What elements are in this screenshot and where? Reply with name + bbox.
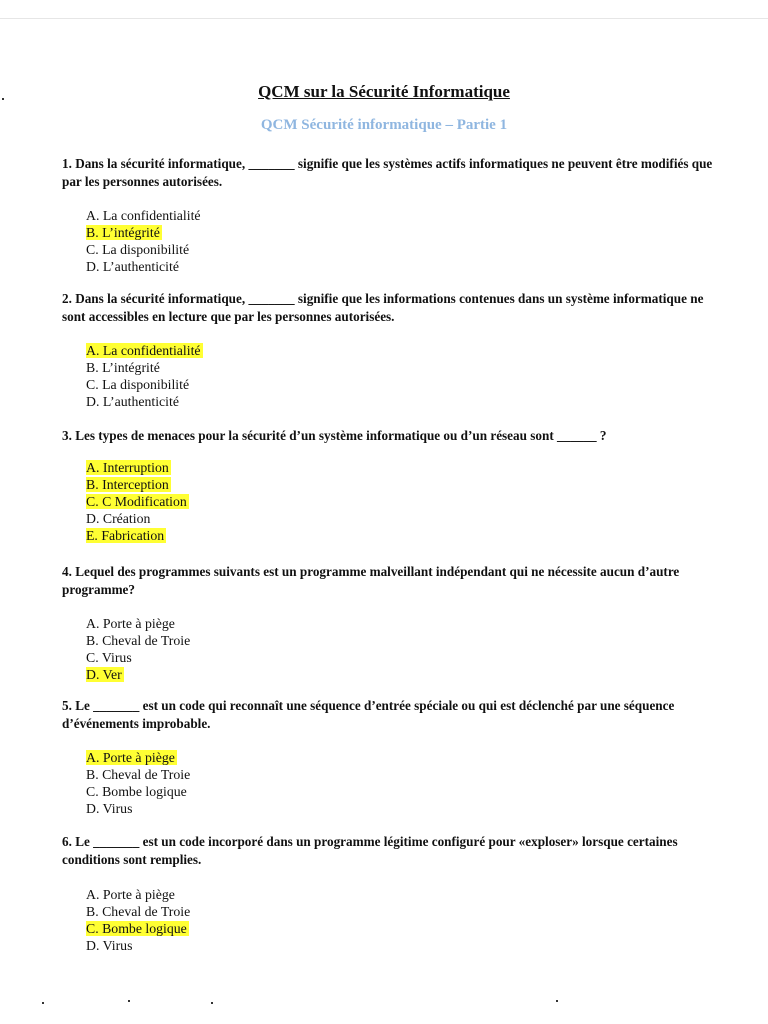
option-a [86, 207, 722, 224]
option-label: B. L’intégrité [86, 360, 160, 375]
option-label: A. La confidentialité [86, 208, 201, 223]
options-list [62, 749, 722, 817]
option-d [86, 510, 722, 527]
option-label: B. Cheval de Troie [86, 767, 191, 782]
option-c [86, 920, 722, 937]
option-label-highlighted: D. Ver [86, 667, 122, 682]
option-label: A. Porte à piège [86, 616, 175, 631]
option-label-highlighted: B. Interception [86, 477, 169, 492]
option-c [86, 241, 722, 258]
option-d [86, 258, 722, 275]
options-list [62, 207, 722, 275]
option-label-highlighted: C. Bombe logique [86, 921, 187, 936]
option-c [86, 493, 722, 510]
question-text: 3. Les types de menaces pour la sécurité d’un système informatique ou d’un réseau sont ______ ? [62, 428, 607, 443]
option-label-highlighted: E. Fabrication [86, 528, 165, 543]
question-6 [62, 833, 722, 954]
option-d [86, 666, 722, 683]
scan-speck [556, 1000, 558, 1002]
option-label-highlighted: C. C Modification [86, 494, 187, 509]
question-2 [62, 290, 722, 410]
option-b [86, 903, 722, 920]
option-b [86, 224, 722, 241]
options-list [62, 459, 722, 544]
question-text: 4. Lequel des programmes suivants est un programme malveillant indépendant qui ne nécessite aucun d’autre programme? [62, 564, 680, 597]
question-3 [62, 427, 722, 544]
option-label-highlighted: A. Porte à piège [86, 750, 175, 765]
option-label: C. Bombe logique [86, 784, 187, 799]
option-b [86, 632, 722, 649]
option-b [86, 766, 722, 783]
option-label: D. Virus [86, 801, 133, 816]
option-label: C. La disponibilité [86, 242, 190, 257]
scan-speck [211, 1002, 213, 1004]
option-e [86, 527, 722, 544]
question-text: 6. Le _______ est un code incorporé dans un programme légitime configuré pour «exploser» lorsque certaines conditions sont remplies. [62, 834, 678, 867]
option-label: A. Porte à piège [86, 887, 175, 902]
scan-speck [2, 98, 4, 100]
question-5 [62, 697, 722, 817]
option-label: B. Cheval de Troie [86, 633, 191, 648]
option-label-highlighted: A. Interruption [86, 460, 169, 475]
option-d [86, 393, 722, 410]
options-list [62, 342, 722, 410]
option-a [86, 342, 722, 359]
document-title: QCM sur la Sécurité Informatique [258, 82, 510, 101]
option-b [86, 476, 722, 493]
document-subtitle: QCM Sécurité informatique – Partie 1 [260, 117, 508, 133]
question-1 [62, 155, 722, 275]
option-c [86, 649, 722, 666]
option-a [86, 615, 722, 632]
question-text: 5. Le _______ est un code qui reconnaît une séquence d’entrée spéciale ou qui est déclenché par une séquence d’événements improbable. [62, 698, 675, 731]
option-label: D. L’authenticité [86, 259, 179, 274]
option-label-highlighted: B. L’intégrité [86, 225, 160, 240]
question-text: 1. Dans la sécurité informatique, _______ signifie que les systèmes actifs informatiques ne peuvent être modifiés que par les personnes autorisées. [62, 156, 713, 189]
option-label: D. Création [86, 511, 151, 526]
question-text: 2. Dans la sécurité informatique, _______ signifie que les informations contenues dans un système informatique ne sont accessibles en lecture que par les personnes autorisées. [62, 291, 704, 324]
scan-speck [128, 1000, 130, 1002]
option-a [86, 459, 722, 476]
options-list [62, 886, 722, 954]
scan-speck [42, 1002, 44, 1004]
option-label: D. L’authenticité [86, 394, 179, 409]
option-a [86, 749, 722, 766]
option-label: C. Virus [86, 650, 132, 665]
option-d [86, 937, 722, 954]
option-label-highlighted: A. La confidentialité [86, 343, 201, 358]
option-d [86, 800, 722, 817]
option-label: D. Virus [86, 938, 133, 953]
option-label: C. La disponibilité [86, 377, 190, 392]
option-c [86, 376, 722, 393]
options-list [62, 615, 722, 683]
option-c [86, 783, 722, 800]
option-b [86, 359, 722, 376]
question-4 [62, 563, 722, 683]
option-a [86, 886, 722, 903]
option-label: B. Cheval de Troie [86, 904, 191, 919]
